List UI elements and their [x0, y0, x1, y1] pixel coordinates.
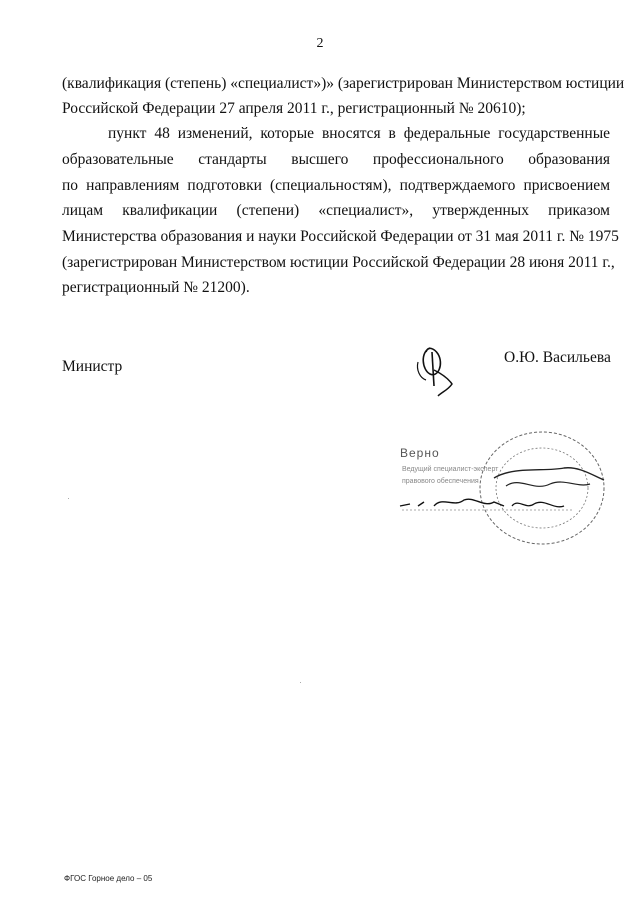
body-line: регистрационный № 21200).	[62, 279, 250, 296]
stamp-verno: Верно	[400, 446, 440, 460]
body-line: пункт 48 изменений, которые вносятся в федеральные государственные	[108, 125, 610, 142]
body-line: образовательные стандарты высшего профессионального образования	[62, 151, 610, 168]
body-line: по направлениям подготовки (специальностям), подтверждаемого присвоением	[62, 177, 610, 194]
page-number: 2	[316, 36, 324, 51]
scan-speck	[300, 682, 301, 683]
stamp-subtext: правового обеспечения	[402, 478, 479, 485]
official-stamp	[394, 426, 619, 551]
footer-code: ФГОС Горное дело – 05	[64, 874, 153, 883]
signature-title: Министр	[62, 358, 123, 375]
scan-speck	[68, 498, 69, 499]
body-line: Российской Федерации 27 апреля 2011 г., регистрационный № 20610);	[62, 100, 526, 117]
body-line: (квалификация (степень) «специалист»)» (зарегистрирован Министерством юстиции	[62, 75, 625, 92]
handwritten-signature	[408, 340, 470, 402]
signature-name: О.Ю. Васильева	[504, 349, 611, 366]
body-line: (зарегистрирован Министерством юстиции Российской Федерации 28 июня 2011 г.,	[62, 254, 615, 271]
body-line: Министерства образования и науки Российской Федерации от 31 мая 2011 г. № 1975	[62, 228, 619, 245]
body-line: лицам квалификации (степени) «специалист», утвержденных приказом	[62, 202, 610, 219]
stamp-subtext: Ведущий специалист-эксперт	[402, 466, 499, 473]
